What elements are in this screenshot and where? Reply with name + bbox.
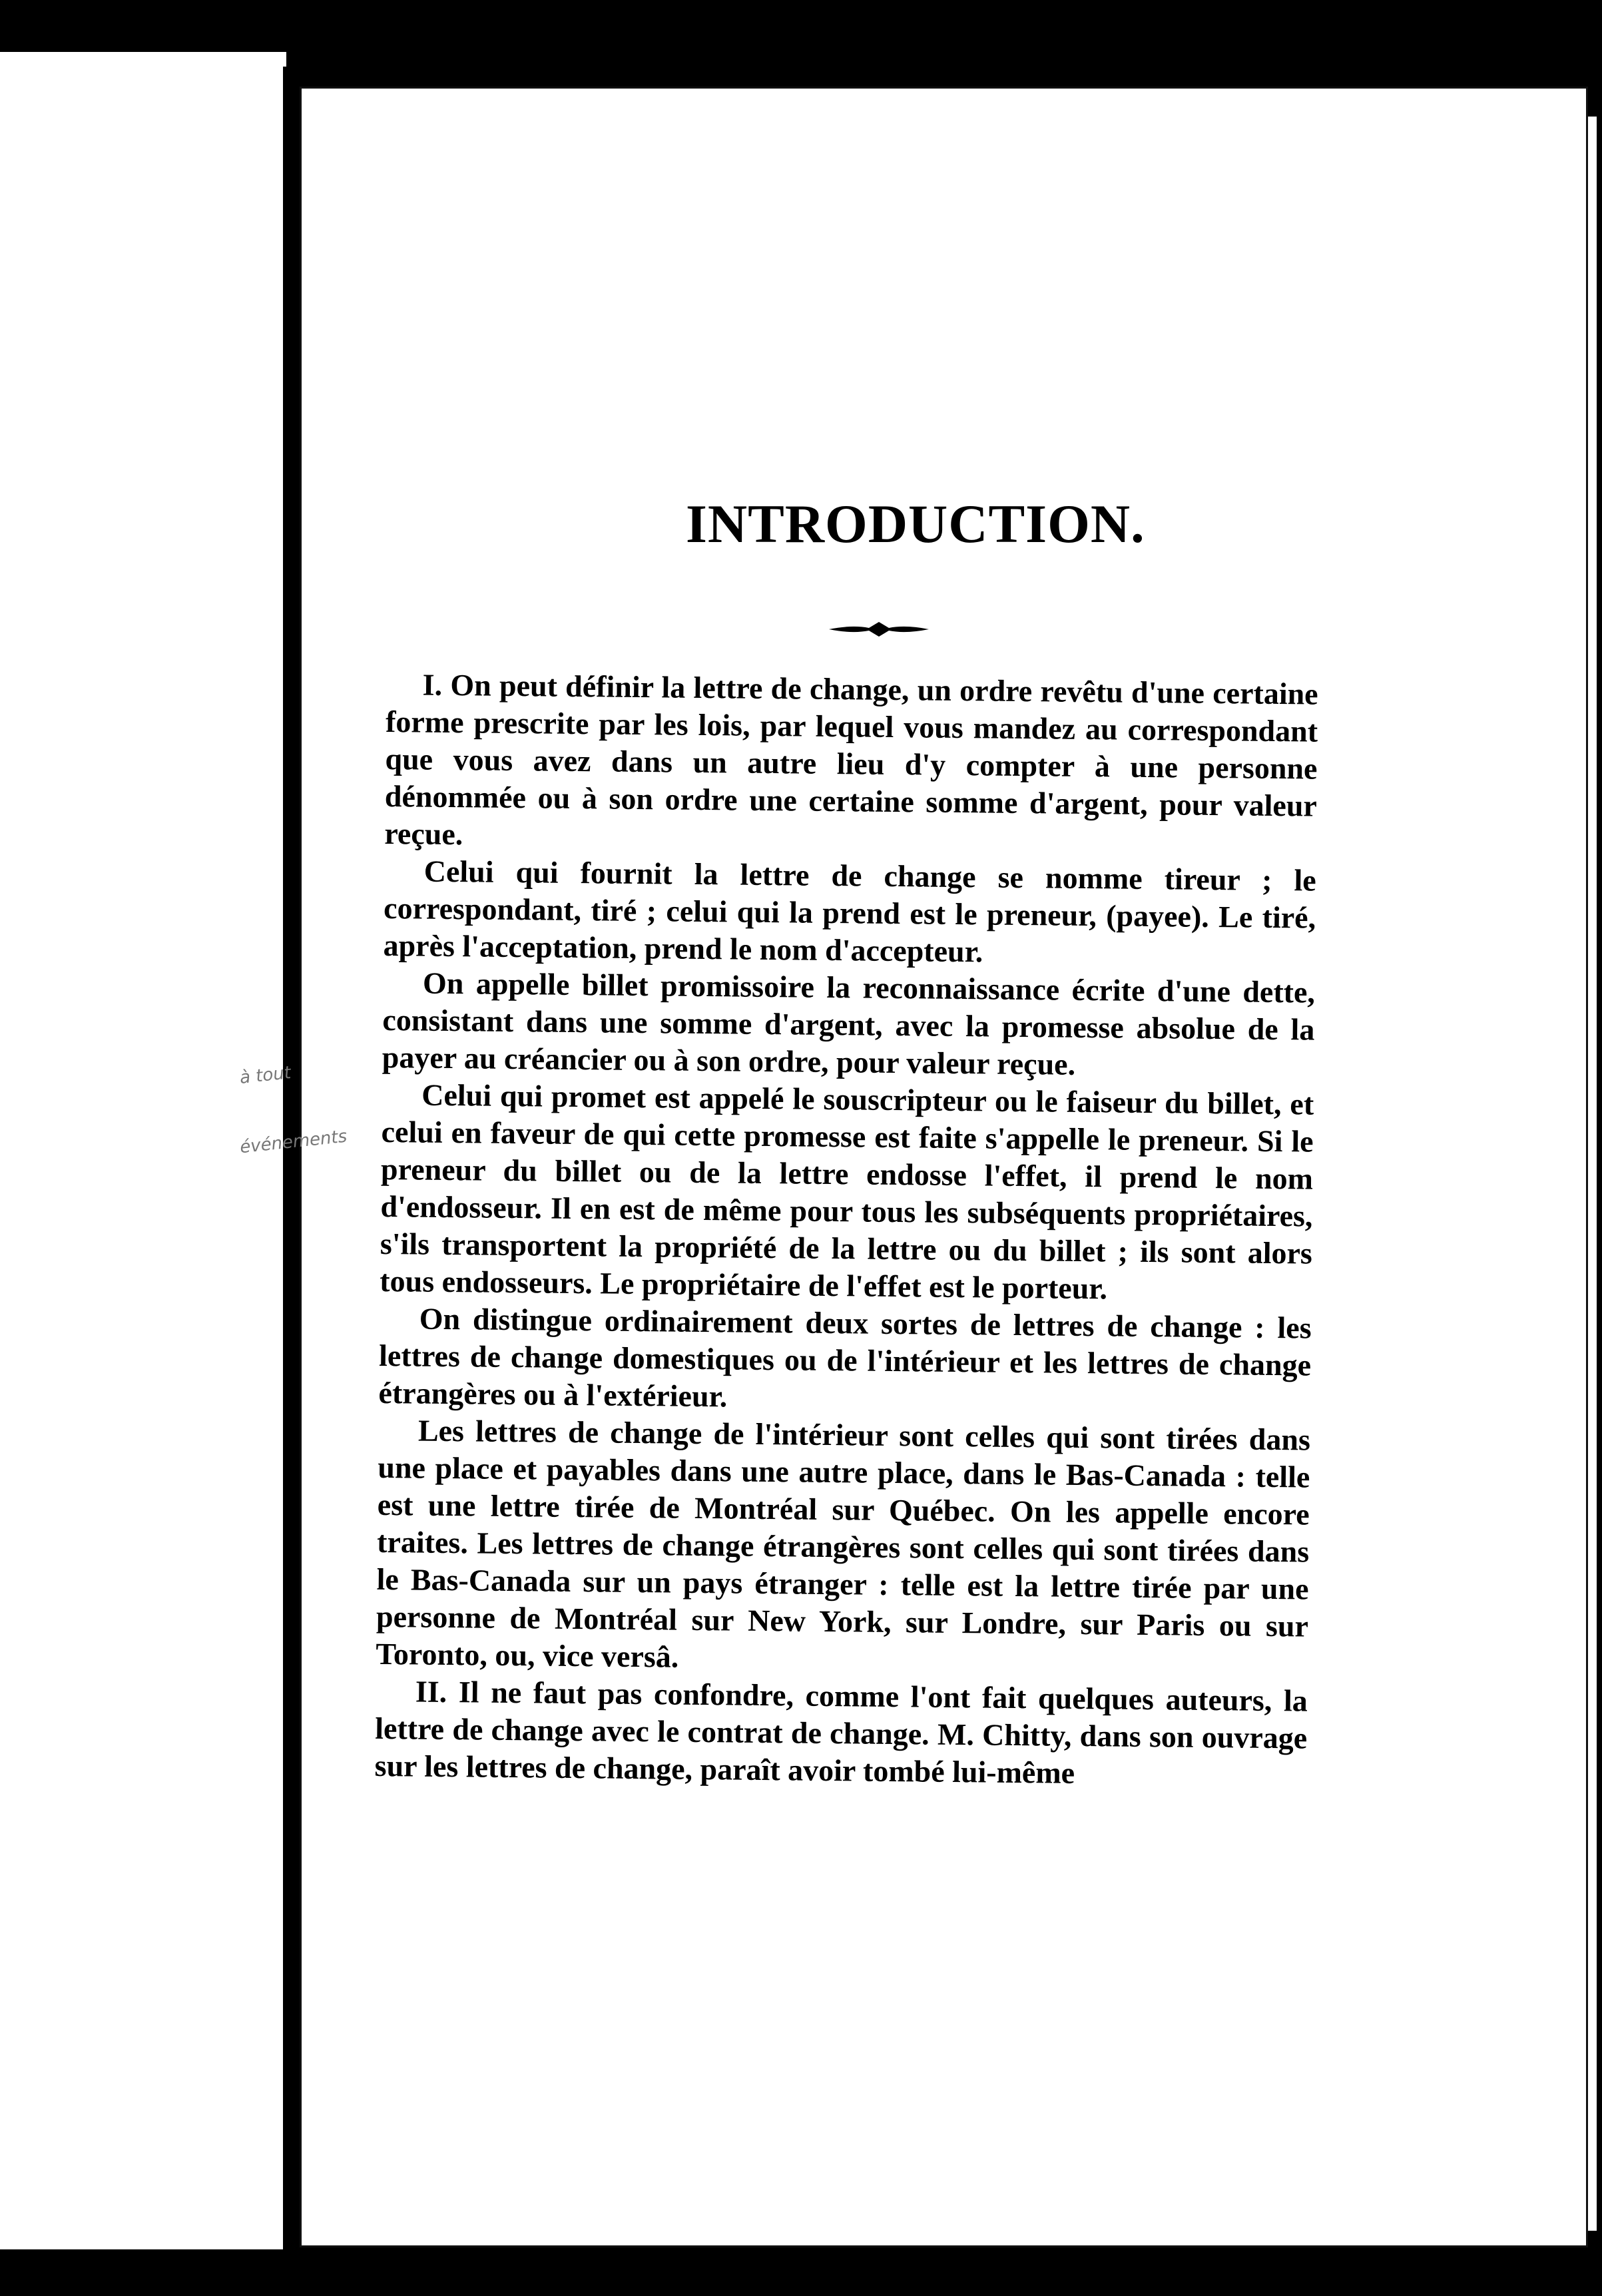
paragraph: Les lettres de change de l'intérieur sont celles qui sont tirées dans une place et payables dans une autre place, dans le Bas-Canada : telle est une lettre tirée de Montréal sur Québec. On les appelle encore traites. Les lettres de change étrangères sont celles qui sont tirées dans le Bas-Canada sur un pays étranger : telle est la lettre tirée par une personne de Montréal sur New York, sur Londre, sur Paris ou sur Toronto, ou, vice versâ.	[376, 1413, 1311, 1674]
paragraph: On distingue ordinairement deux sortes de lettres de change : les lettres de change domestiques ou de l'intérieur et les lettres de change étrangères ou à l'extérieur.	[378, 1301, 1312, 1414]
paragraph: I. On peut définir la lettre de change, un ordre revêtu d'une certaine forme prescrite par les lois, par lequel vous mandez au correspondant que vous avez dans un autre lieu d'y compter à une personne dénommée ou à son ordre une certaine somme d'argent, pour valeur reçue.	[384, 667, 1318, 852]
page-title: INTRODUCTION.	[686, 493, 1145, 554]
paragraph: Celui qui promet est appelé le souscripteur ou le faiseur du billet, et celui en faveur de qui cette promesse est faite s'appelle le preneur. Si le preneur du billet ou de la lettre endosse l'effet, il prend le nom d'endosseur. Il en est de même pour tous les subséquents propriétaires, s'ils transportent la propriété de la lettre ou du billet ; ils sont alors tous endosseurs. Le propriétaire de l'effet est le porteur.	[380, 1077, 1314, 1306]
margin-note: événements	[238, 1126, 348, 1158]
paragraph: II. Il ne faut pas confondre, comme l'ont fait quelques auteurs, la lettre de change avec le contrat de change. M. Chitty, dans son ouvrage sur les lettres de change, paraît avoir tombé lui-même	[374, 1674, 1308, 1790]
body-text	[374, 666, 1318, 1795]
margin-note: à tout	[238, 1063, 292, 1088]
ornamental-rule-icon	[826, 619, 932, 639]
paragraph: Celui qui fournit la lettre de change se nomme tireur ; le correspondant, tiré ; celui qui la prend est le preneur, (payee). Le tiré, après l'acceptation, prend le nom d'accepteur.	[383, 854, 1316, 969]
paragraph: On appelle billet promissoire la reconnaissance écrite d'une dette, consistant dans une somme d'argent, avec la promesse absolue de la payer au créancier ou à son ordre, pour valeur reçue.	[382, 966, 1316, 1081]
book-gutter	[283, 67, 292, 2257]
